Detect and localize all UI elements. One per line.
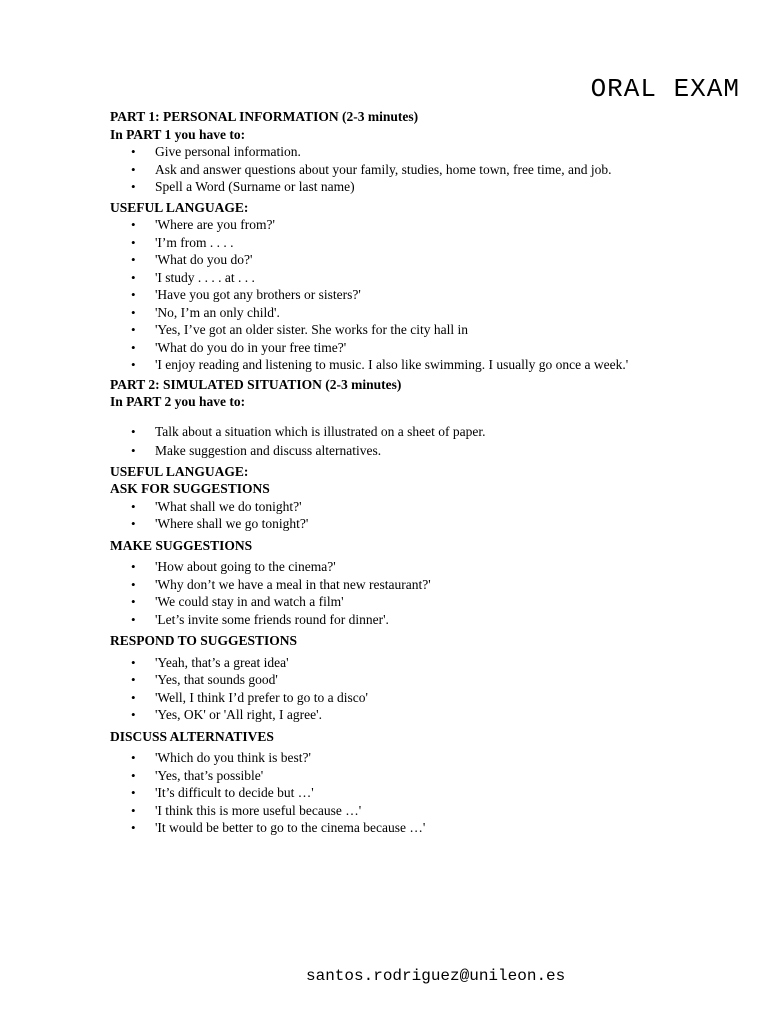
list-item: • 'It’s difficult to decide but …' (110, 784, 750, 802)
part1-list (110, 143, 750, 196)
make-suggestions-list (110, 558, 750, 628)
list-item: • Spell a Word (Surname or last name) (110, 178, 750, 196)
list-item: • Make suggestion and discuss alternatives. (110, 442, 750, 460)
list-item: • 'We could stay in and watch a film' (110, 593, 750, 611)
list-item: • Talk about a situation which is illustrated on a sheet of paper. (110, 423, 750, 441)
part2-heading: PART 2: SIMULATED SITUATION (2-3 minutes) (110, 376, 402, 392)
page-title: ORAL EXAM (590, 74, 740, 104)
discuss-alternatives-list (110, 749, 750, 837)
part1-heading: PART 1: PERSONAL INFORMATION (2-3 minutes) (110, 109, 419, 124)
list-item: • 'What shall we do tonight?' (110, 498, 750, 516)
part2-list (110, 423, 750, 460)
respond-suggestions-heading: RESPOND TO SUGGESTIONS (110, 633, 298, 648)
respond-suggestions-list (110, 654, 750, 724)
part1-useful-list (110, 216, 750, 374)
document-body (110, 108, 750, 837)
list-item: • 'Let’s invite some friends round for dinner'. (110, 611, 750, 629)
list-item: • 'Yes, OK' or 'All right, I agree'. (110, 706, 750, 724)
list-item: • 'I study . . . . at . . . (110, 269, 750, 287)
ask-suggestions-heading: ASK FOR SUGGESTIONS (110, 481, 270, 496)
list-item: • Give personal information. (110, 143, 750, 161)
list-item: • 'What do you do in your free time?' (110, 339, 750, 357)
make-suggestions-heading: MAKE SUGGESTIONS (110, 537, 253, 553)
list-item: • 'Which do you think is best?' (110, 749, 750, 767)
list-item: • 'It would be better to go to the cinema because …' (110, 819, 750, 837)
part2-useful-heading: USEFUL LANGUAGE: (110, 463, 249, 479)
list-item: • 'I’m from . . . . (110, 234, 750, 252)
list-item: • 'Where shall we go tonight?' (110, 515, 750, 533)
list-item: • 'How about going to the cinema?' (110, 558, 750, 576)
list-item: • 'I think this is more useful because …' (110, 802, 750, 820)
list-item: • 'Where are you from?' (110, 216, 750, 234)
list-item: • 'No, I’m an only child'. (110, 304, 750, 322)
discuss-alternatives-heading: DISCUSS ALTERNATIVES (110, 728, 274, 744)
list-item: • 'Yeah, that’s a great idea' (110, 654, 750, 672)
list-item: • Ask and answer questions about your family, studies, home town, free time, and job. (110, 161, 750, 179)
footer-email: santos.rodriguez@unileon.es (306, 967, 566, 985)
list-item: • 'Yes, that’s possible' (110, 767, 750, 785)
list-item: • 'Well, I think I’d prefer to go to a disco' (110, 689, 750, 707)
part2-subheading: In PART 2 you have to: (110, 394, 246, 409)
list-item: • 'Yes, that sounds good' (110, 671, 750, 689)
list-item: • 'What do you do?' (110, 251, 750, 269)
ask-suggestions-list (110, 498, 750, 533)
list-item: • 'Yes, I’ve got an older sister. She works for the city hall in (110, 321, 750, 339)
list-item: • 'I enjoy reading and listening to music. I also like swimming. I usually go once a week.' (110, 356, 750, 374)
part1-useful-heading: USEFUL LANGUAGE: (110, 199, 249, 215)
list-item: • 'Have you got any brothers or sisters?' (110, 286, 750, 304)
part1-subheading: In PART 1 you have to: (110, 126, 246, 142)
list-item: • 'Why don’t we have a meal in that new restaurant?' (110, 576, 750, 594)
